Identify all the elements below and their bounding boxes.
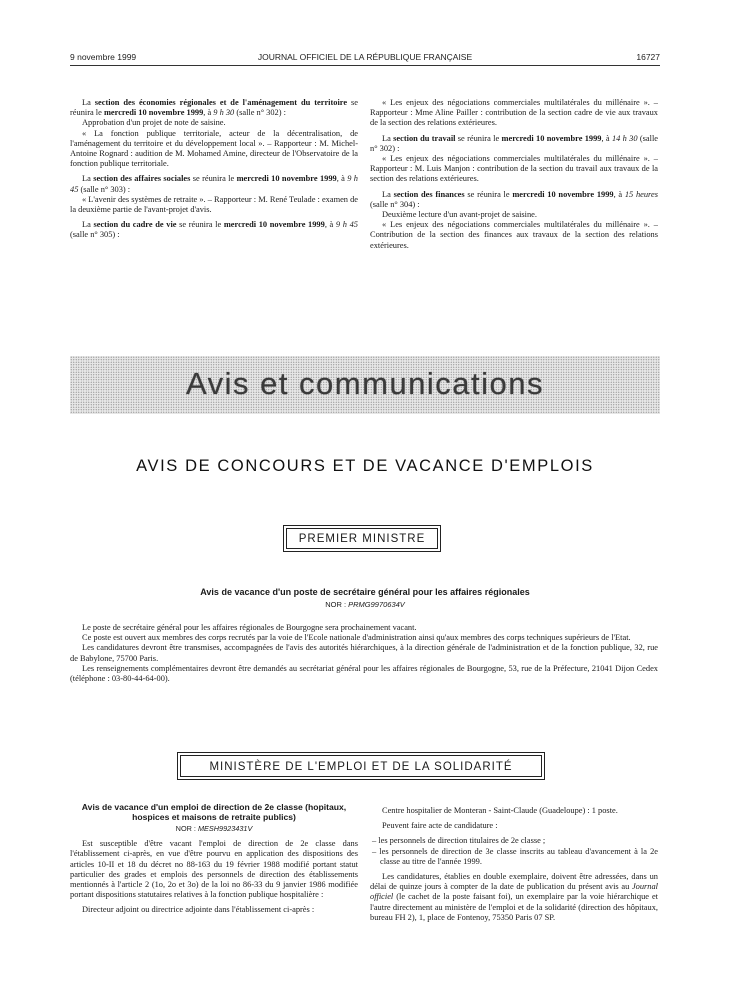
ministry-label: PREMIER MINISTRE: [286, 528, 438, 549]
top-right-column: [370, 98, 658, 251]
banner-title: Avis et communications: [185, 366, 545, 401]
avis2-list-item-2: – les personnels de direction de 3e classe inscrits au tableau d'avancement à la 2e classe au titre de l'année 1999.: [372, 846, 658, 866]
paragraph-enjeux-finances: « Les enjeux des négociations commerciales multilatérales du millénaire ». – Contribution de la section des finances aux travaux de la section des relations extérieures.: [370, 220, 658, 250]
paragraph-section-affaires-sociales: La section des affaires sociales se réunira le mercredi 10 novembre 1999, à 9 h 45 (salle n° 303) :: [70, 174, 358, 194]
header-page-number: 16727: [636, 52, 660, 62]
header-date: 9 novembre 1999: [70, 52, 137, 62]
paragraph-section-travail: La section du travail se réunira le mercredi 10 novembre 1999, à 14 h 30 (salle n° 302) :: [370, 133, 658, 153]
avis1-paragraph-4: Les renseignements complémentaires devront être demandés au secrétariat général pour les affaires régionales de Bourgogne, 53, rue de la Préfecture, 21041 Dijon Cedex (téléphone : 03-80-44-64-00).: [70, 663, 658, 684]
paragraph-retraite: « L'avenir des systèmes de retraite ». – Rapporteur : M. René Teulade : examen de la deuxième partie de l'avant-projet d'avis.: [70, 194, 358, 215]
avis2-paragraph-centre-hospitalier: Centre hospitalier de Monteran - Saint-Claude (Guadeloupe) : 1 poste.: [382, 806, 618, 815]
paragraph-enjeux-pailler: « Les enjeux des négociations commerciales multilatérales du millénaire ». – Rapporteur : Mme Aline Pailler : contribution de la section cadre de vie aux travaux de la section des relations extérieures.: [370, 98, 658, 128]
avis2-paragraph-2: Directeur adjoint ou directrice adjointe dans l'établissement ci-après :: [82, 905, 315, 915]
paragraph-fonction-publique: « La fonction publique territoriale, acteur de la décentralisation, de l'aménagement du territoire et du développement local ». – Rapporteur : M. Michel-Antoine Rognard : audition de M. Mohamed Amine, directeur de l'Observatoire de la fonction publique territoriale.: [70, 128, 358, 169]
avis2-list-item-1: – les personnels de direction titulaires de 2e classe ;: [372, 836, 546, 846]
paragraph-section-finances: La section des finances se réunira le mercredi 10 novembre 1999, à 15 heures (salle n° 304) :: [370, 189, 658, 209]
bottom-left-column: [70, 802, 358, 916]
avis-direction-nor: NOR : MESH9923431V: [175, 824, 253, 833]
paragraph-section-economies: La section des économies régionales et de l'aménagement du territoire se réunira le mercredi 10 novembre 1999, à 9 h 30 (salle n° 302) :: [70, 98, 358, 118]
avis-direction-title: Avis de vacance d'un emploi de direction de 2e classe (hopitaux, hospices et maisons de retraite publics): [81, 802, 347, 822]
bottom-right-column: [370, 806, 658, 923]
running-header: [70, 52, 660, 66]
avis2-paragraph-candidature: Peuvent faire acte de candidature :: [382, 821, 498, 831]
paragraph-approbation: Approbation d'un projet de note de saisine.: [82, 118, 226, 128]
paragraph-deuxieme-lecture: Deuxième lecture d'un avant-projet de saisine.: [382, 210, 537, 220]
avis2-paragraph-1: Est susceptible d'être vacant l'emploi de direction de 2e classe dans l'établissement ci-après, en vue d'être pourvu en application des dispositions des articles 10-II et 18 du décret no 88-163 du 19 février 1988 modifié portant statut particulier des grades et emplois des personnels de direction des établissements mentionnés à l'article 2 (1o, 2o et 3o) de la loi no 86-33 du 9 janvier 1986 modifiée portant dispositions statutaires relatives à la fonction publique hospitalière :: [70, 839, 358, 900]
ministry-box-emploi-solidarite: [177, 752, 545, 780]
avis2-paragraph-envoi: Les candidatures, établies en double exemplaire, doivent être adressées, dans un délai de quinze jours à compter de la date de publication du présent avis au Journal officiel (le cachet de la poste faisant foi), un exemplaire par la voie hiérarchique et l'autre directement au ministère de l'emploi et de la solidarité (direction des hôpitaux, bureau FH 2), 1, place de Fontenoy, 75350 Paris 07 SP.: [370, 872, 658, 922]
paragraph-enjeux-manjon: « Les enjeux des négociations commerciales multilatérales du millénaire ». – Rapporteur : M. Luis Manjon : contribution de la section du travail aux travaux de la section des relations extérieures.: [370, 154, 658, 184]
header-rule: [70, 65, 660, 66]
avis1-paragraph-1: Le poste de secrétaire général pour les affaires régionales de Bourgogne sera prochainement vacant.: [82, 623, 417, 632]
avis1-paragraph-2: Ce poste est ouvert aux membres des corps recrutés par la voie de l'Ecole nationale d'administration ainsi qu'aux membres des corps techniques supérieurs de l'Etat.: [82, 633, 631, 643]
avis-secretaire-general-title: Avis de vacance d'un poste de secrétaire général pour les affaires régionales: [200, 587, 530, 597]
section-heading: AVIS DE CONCOURS ET DE VACANCE D'EMPLOIS: [136, 457, 594, 475]
paragraph-section-cadre-de-vie: La section du cadre de vie se réunira le mercredi 10 novembre 1999, à 9 h 45 (salle n° 305) :: [70, 220, 358, 240]
avis-secretaire-general-nor: NOR : PRMG9970634V: [325, 600, 405, 609]
avis1-paragraph-3: Les candidatures devront être transmises, accompagnées de l'avis des autorités hiérarchiques, à la direction générale de l'administration et de la fonction publique, 32, rue de Babylone, 75700 Paris.: [70, 643, 658, 663]
ministry-label: MINISTÈRE DE L'EMPLOI ET DE LA SOLIDARITÉ: [180, 755, 542, 777]
header-journal-title: JOURNAL OFFICIEL DE LA RÉPUBLIQUE FRANÇAISE: [257, 52, 473, 62]
ministry-box-premier-ministre: [283, 525, 441, 552]
avis-secretaire-general-body: [70, 623, 658, 684]
top-left-column: [70, 98, 358, 241]
